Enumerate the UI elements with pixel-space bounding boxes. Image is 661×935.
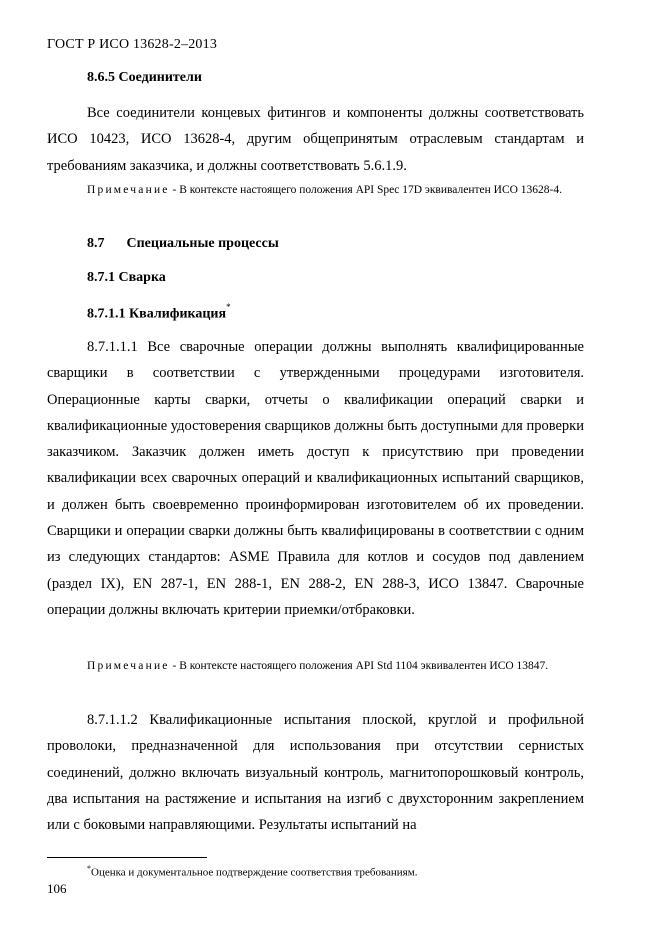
paragraph-connectors: Все соединители концевых фитингов и компоненты должны соответствовать ИСО 10423, ИСО 13628-4, другим общепринятым отраслевым стандартам и требованиям заказчика, и должны соответствовать 5.6.1.9. bbox=[47, 105, 584, 174]
section-heading-8-6-5: 8.6.5 Соединители bbox=[87, 70, 202, 85]
section-heading-8-7 bbox=[87, 236, 279, 252]
paragraph-8-7-1-1-1: 8.7.1.1.1 Все сварочные операции должны выполнять квалифицированные сварщики в соответствии с утвержденными процедурами изготовителя. Операционные карты сварки, отчеты о квалификации операций сварки и квалификационные удостоверения сварщиков должны быть доступными для проверки заказчиком. Заказчик должен иметь доступ к присутствию при проведении квалификации всех сварочных операций и квалификационных испытаний сварщиков, и должен быть своевременно проинформирован изготовителем об их проведении. Сварщики и операции сварки должны быть квалифицированы в соответствии с одним из следующих стандартов: ASME Правила для котлов и сосудов под давлением (раздел IX), EN 287-1, EN 288-1, EN 288-2, EN 288-3, ИСО 13847. Сварочные операции должны включать критерии приемки/отбраковки. bbox=[47, 339, 584, 618]
note-text: - В контексте настоящего положения API Spec 17D эквивалентен ИСО 13628-4. bbox=[169, 184, 563, 196]
footnote-separator bbox=[47, 857, 207, 858]
note-api-spec-17d bbox=[47, 180, 584, 201]
note-text: - В контексте настоящего положения API Std 1104 эквивалентен ИСО 13847. bbox=[169, 660, 549, 672]
note-label: Примечание bbox=[87, 660, 170, 672]
footnote-text: Оценка и документальное подтверждение соответствия требованиям. bbox=[91, 866, 418, 879]
section-number: 8.7 bbox=[87, 236, 105, 251]
document-header: ГОСТ Р ИСО 13628-2–2013 bbox=[47, 37, 218, 52]
paragraph-8-7-1-1-2: 8.7.1.1.2 Квалификационные испытания плоской, круглой и профильной проволоки, предназначенной для использования при отсутствии сернистых соединений, должно включать визуальный контроль, магнитопорошковый контроль, два испытания на растяжение и испытания на изгиб с двухсторонним закреплением или с боковыми направляющими. Результаты испытаний на bbox=[47, 712, 584, 834]
section-heading-8-7-1: 8.7.1 Сварка bbox=[87, 270, 166, 285]
footnote-mark: * bbox=[87, 864, 91, 873]
footnote bbox=[87, 864, 417, 879]
note-label: Примечание bbox=[87, 184, 170, 196]
footnote-marker: * bbox=[226, 302, 231, 312]
section-title: 8.7.1.1 Квалификация bbox=[87, 306, 227, 322]
section-title: Специальные процессы bbox=[126, 236, 279, 251]
section-heading-8-7-1-1 bbox=[87, 304, 231, 323]
note-api-std-1104 bbox=[47, 656, 584, 677]
page-number: 106 bbox=[47, 881, 67, 896]
